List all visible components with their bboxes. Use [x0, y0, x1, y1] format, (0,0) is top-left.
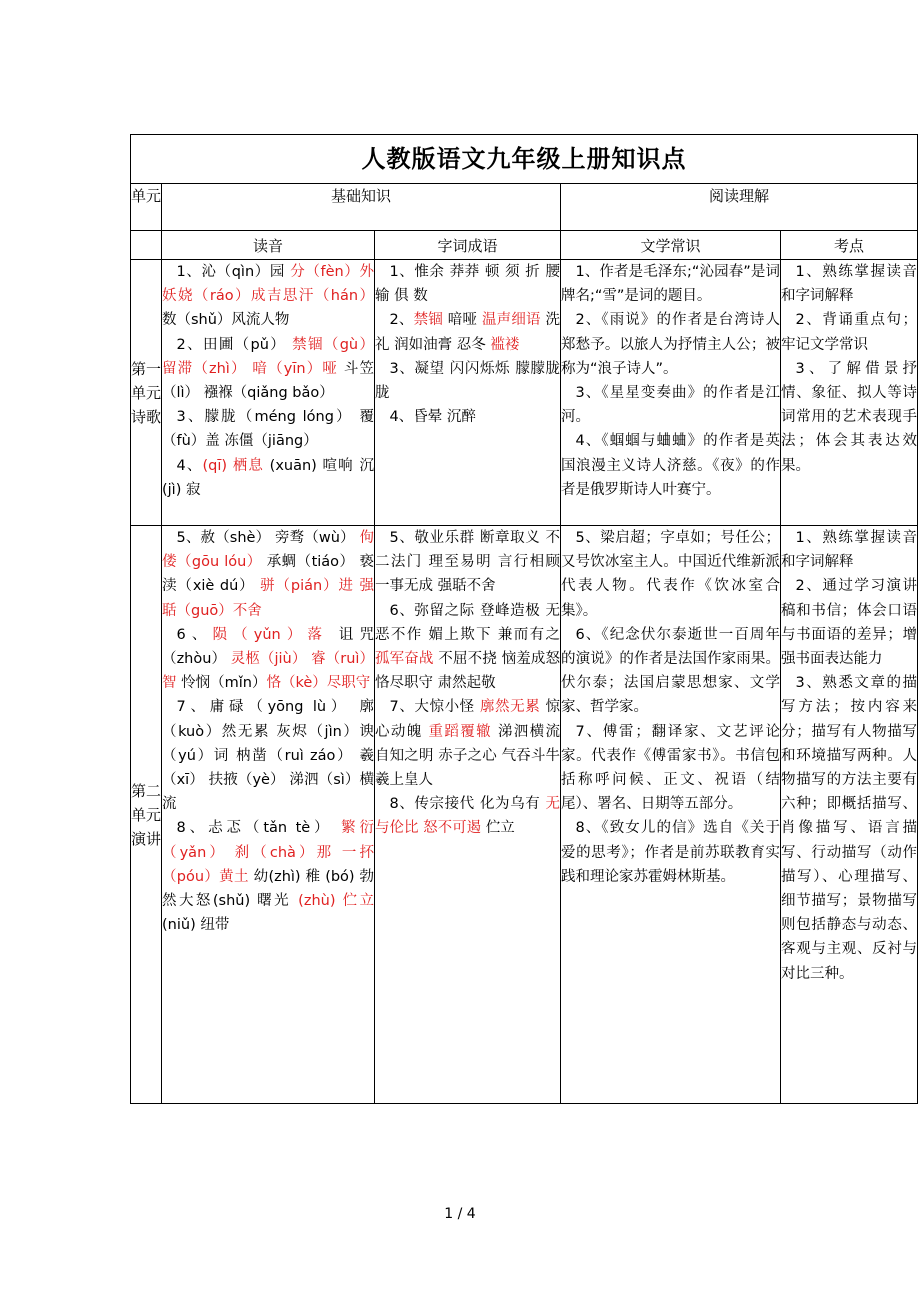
list-item [781, 671, 917, 986]
item-text: 涕泗横流 自知之明 赤子之心 气吞斗牛 羲上皇人 [375, 723, 561, 789]
item-text: 2、 [389, 312, 414, 329]
knowledge-table [130, 134, 918, 1104]
unit-label: 第二单元演讲 [131, 526, 162, 1104]
exam-points-header: 考点 [781, 231, 918, 260]
item-text: 8、《致女儿的信》选自《关于爱的思考》；作者是前苏联教育实践和理论家苏霍姆林斯基。 [561, 820, 780, 885]
item-text: 喑哑 [442, 312, 482, 329]
unit-label: 第一单元诗歌 [131, 260, 162, 526]
highlighted-text: 温声细语 [481, 312, 541, 329]
item-text: 承蜩（tiáo） 亵渎（xiè dú） [162, 554, 374, 595]
list-item [561, 381, 780, 429]
item-text: 数（shǔ）风流人物 [162, 312, 290, 329]
highlighted-text: 廓然无累 [479, 699, 541, 716]
item-text: 洗礼 润如油膏 忍冬 [375, 312, 560, 353]
item-text: 3、熟悉文章的描写方法；按内容来分；描写有人物描写和环境描写两种。人物描写的方法主要有六种；即概括描写、肖像描写、语言描写、行动描写（动作描写）、心理描写、细节描写；景物描写则包括静态与动态、客观与主观、反衬与对比三种。 [781, 675, 918, 982]
list-item [162, 526, 374, 623]
unit-header: 单元 [131, 184, 162, 231]
list-item [375, 260, 560, 308]
highlighted-text: 禁锢 [413, 312, 443, 329]
page-title: 人教版语文九年级上册知识点 [361, 145, 687, 173]
list-item [561, 429, 780, 502]
item-text: 1、熟练掌握读音和字词解释 [781, 530, 918, 571]
item-text: (xuān) 喧响 沉(jì) 寂 [162, 457, 374, 498]
exam-points-cell [781, 260, 918, 526]
highlighted-text: 禁锢（gù） 留滞（zhì） 喑（yīn）哑 [162, 336, 374, 377]
words-cell [375, 526, 561, 1104]
item-text: 6、弥留之际 登峰造极 无恶不作 媚上欺下 兼而有之 [375, 602, 560, 643]
item-text: 4、昏晕 沉醉 [389, 409, 476, 426]
list-item [375, 792, 560, 840]
highlighted-text: 骈（pián）进 强聒（guō）不舍 [162, 578, 374, 619]
item-text: 5、敬业乐群 断章取义 不二法门 理至易明 言行相顾 一事无成 强聒不舍 [375, 530, 560, 595]
unit-row-2 [131, 526, 918, 1104]
item-text: 7、庸碌（yōng lù） 廓（kuò）然无累 灰烬（jìn）谀（yú）词 枘凿（ruì záo） 羲（xī） 扶掖（yè） 涕泗（sì）横流 [162, 699, 374, 813]
list-item [375, 599, 560, 696]
unit-row-1 [131, 260, 918, 526]
list-item [375, 357, 560, 405]
list-item [561, 816, 780, 889]
item-text: 7、傅雷；翻译家、文艺评论家。代表作《傅雷家书》。书信包括称呼问候、正文、祝语（结尾）、署名、日期等五部分。 [561, 723, 780, 813]
highlighted-text: 陨（yǔn）落 [212, 626, 329, 643]
item-text: 怜悯（mǐn） [176, 675, 267, 692]
item-text: 不屈不挠 恼羞成怒 恪尽职守 肃然起敬 [375, 651, 561, 692]
item-text: (niǔ) 纽带 [162, 917, 230, 934]
list-item [561, 623, 780, 720]
list-item [162, 260, 374, 333]
highlighted-text: 褴褛 [490, 336, 520, 353]
list-item [375, 405, 560, 429]
highlighted-text: 分（fèn）外妖娆（ráo）成吉思汗（hán） [162, 264, 375, 305]
highlighted-text: 佝偻（gōu lóu） [162, 530, 374, 571]
pronunciation-header: 读音 [162, 231, 375, 260]
exam-points-cell [781, 526, 918, 1104]
list-item [162, 454, 374, 502]
item-text: 6、 [176, 626, 213, 643]
item-text: 诅咒（zhòu） [162, 626, 374, 668]
words-header: 字词成语 [375, 231, 561, 260]
list-item [781, 260, 917, 308]
list-item [162, 333, 374, 406]
list-item [375, 695, 560, 792]
list-item [162, 695, 374, 816]
item-text: 3、了解借景抒情、象征、拟人等诗词常用的艺术表现手法；体会其表达效果。 [781, 360, 918, 474]
item-text: 1、作者是毛泽东;“沁园春”是词牌名;“雪”是词的题目。 [561, 264, 780, 305]
highlighted-text: 繁衍（yǎn） 刹（chà）那 一抔（póu）黄土 [162, 820, 375, 885]
pronunciation-cell [162, 260, 375, 526]
item-text: 3、凝望 闪闪烁烁 朦朦胧胧 [375, 360, 560, 402]
list-item [162, 816, 374, 937]
item-text: 3、《星星变奏曲》的作者是江河。 [561, 385, 780, 426]
item-text: 2、《雨说》的作者是台湾诗人郑愁予。以旅人为抒情主人公；被称为“浪子诗人”。 [561, 312, 780, 377]
item-text: 2、田圃（pǔ） [176, 336, 293, 353]
words-cell [375, 260, 561, 526]
highlighted-text: (qī) 栖息 [202, 457, 264, 474]
item-text: 8、忐忑（tǎn tè） [176, 820, 342, 837]
list-item [375, 308, 560, 356]
list-item [162, 405, 374, 453]
title-cell [131, 135, 918, 184]
list-item [561, 308, 780, 381]
highlighted-text: 重蹈覆辙 [428, 723, 492, 740]
item-text: 伫立 [481, 820, 515, 837]
item-text: 8、传宗接代 化为乌有 [389, 796, 546, 813]
literature-header: 文学常识 [561, 231, 781, 260]
item-text: 2、背诵重点句；牢记文学常识 [781, 312, 918, 353]
list-item [561, 526, 780, 623]
item-text: 1、沁（qìn）园 [176, 264, 291, 280]
list-item [781, 308, 917, 356]
reading-comprehension-header: 阅读理解 [561, 184, 918, 231]
literature-cell [561, 260, 781, 526]
list-item [561, 720, 780, 817]
item-text: 幼(zhì) 稚 (bó) 勃然大怒(shǔ) 曙光 [162, 868, 374, 910]
highlighted-text: 灵柩（jiù） 睿（ruì）智 [162, 651, 374, 692]
list-item [781, 526, 917, 574]
item-text: 3、朦胧（méng lóng） 覆（fù）盖 冻僵（jiāng） [162, 409, 374, 450]
blank-header-cell [131, 231, 162, 260]
list-item [375, 526, 560, 599]
literature-cell [561, 526, 781, 1104]
item-text: 1、惟余 莽莽 顿 须 折 腰 输 俱 数 [375, 264, 560, 305]
highlighted-text: 恪（kè）尽职守 [266, 675, 371, 692]
item-text: 6、《纪念伏尔泰逝世一百周年的演说》的作者是法国作家雨果。伏尔泰；法国启蒙思想家、文学家、哲学家。 [561, 626, 780, 716]
pronunciation-cell [162, 526, 375, 1104]
item-text: 7、大惊小怪 [389, 699, 480, 716]
list-item [162, 623, 374, 696]
page-indicator: 1 / 4 [444, 1206, 476, 1222]
list-item [781, 574, 917, 671]
list-item [781, 357, 917, 478]
item-text: 惊心动魄 [375, 699, 561, 740]
highlighted-text: 孤军奋战 [375, 651, 434, 668]
highlighted-text: (zhù) 伫立 [298, 893, 374, 910]
item-text: 斗笠（lì） 襁褓（qiǎng bǎo） [162, 360, 375, 402]
highlighted-text: 无与伦比 怒不可遏 [375, 796, 560, 837]
item-text: 4、 [176, 457, 203, 474]
item-text: 1、熟练掌握读音和字词解释 [781, 264, 918, 305]
item-text: 5、赦（shè） 旁骛（wù） [176, 530, 360, 546]
basic-knowledge-header: 基础知识 [162, 184, 561, 231]
item-text: 2、通过学习演讲稿和书信；体会口语与书面语的差异；增强书面表达能力 [781, 578, 918, 668]
item-text: 5、梁启超；字卓如；号任公；又号饮冰室主人。中国近代维新派代表人物。代表作《饮冰室合集》。 [561, 530, 780, 619]
list-item [561, 260, 780, 308]
item-text: 4、《蝈蝈与蛐蛐》的作者是英国浪漫主义诗人济慈。《夜》的作者是俄罗斯诗人叶赛宁。 [561, 433, 780, 498]
